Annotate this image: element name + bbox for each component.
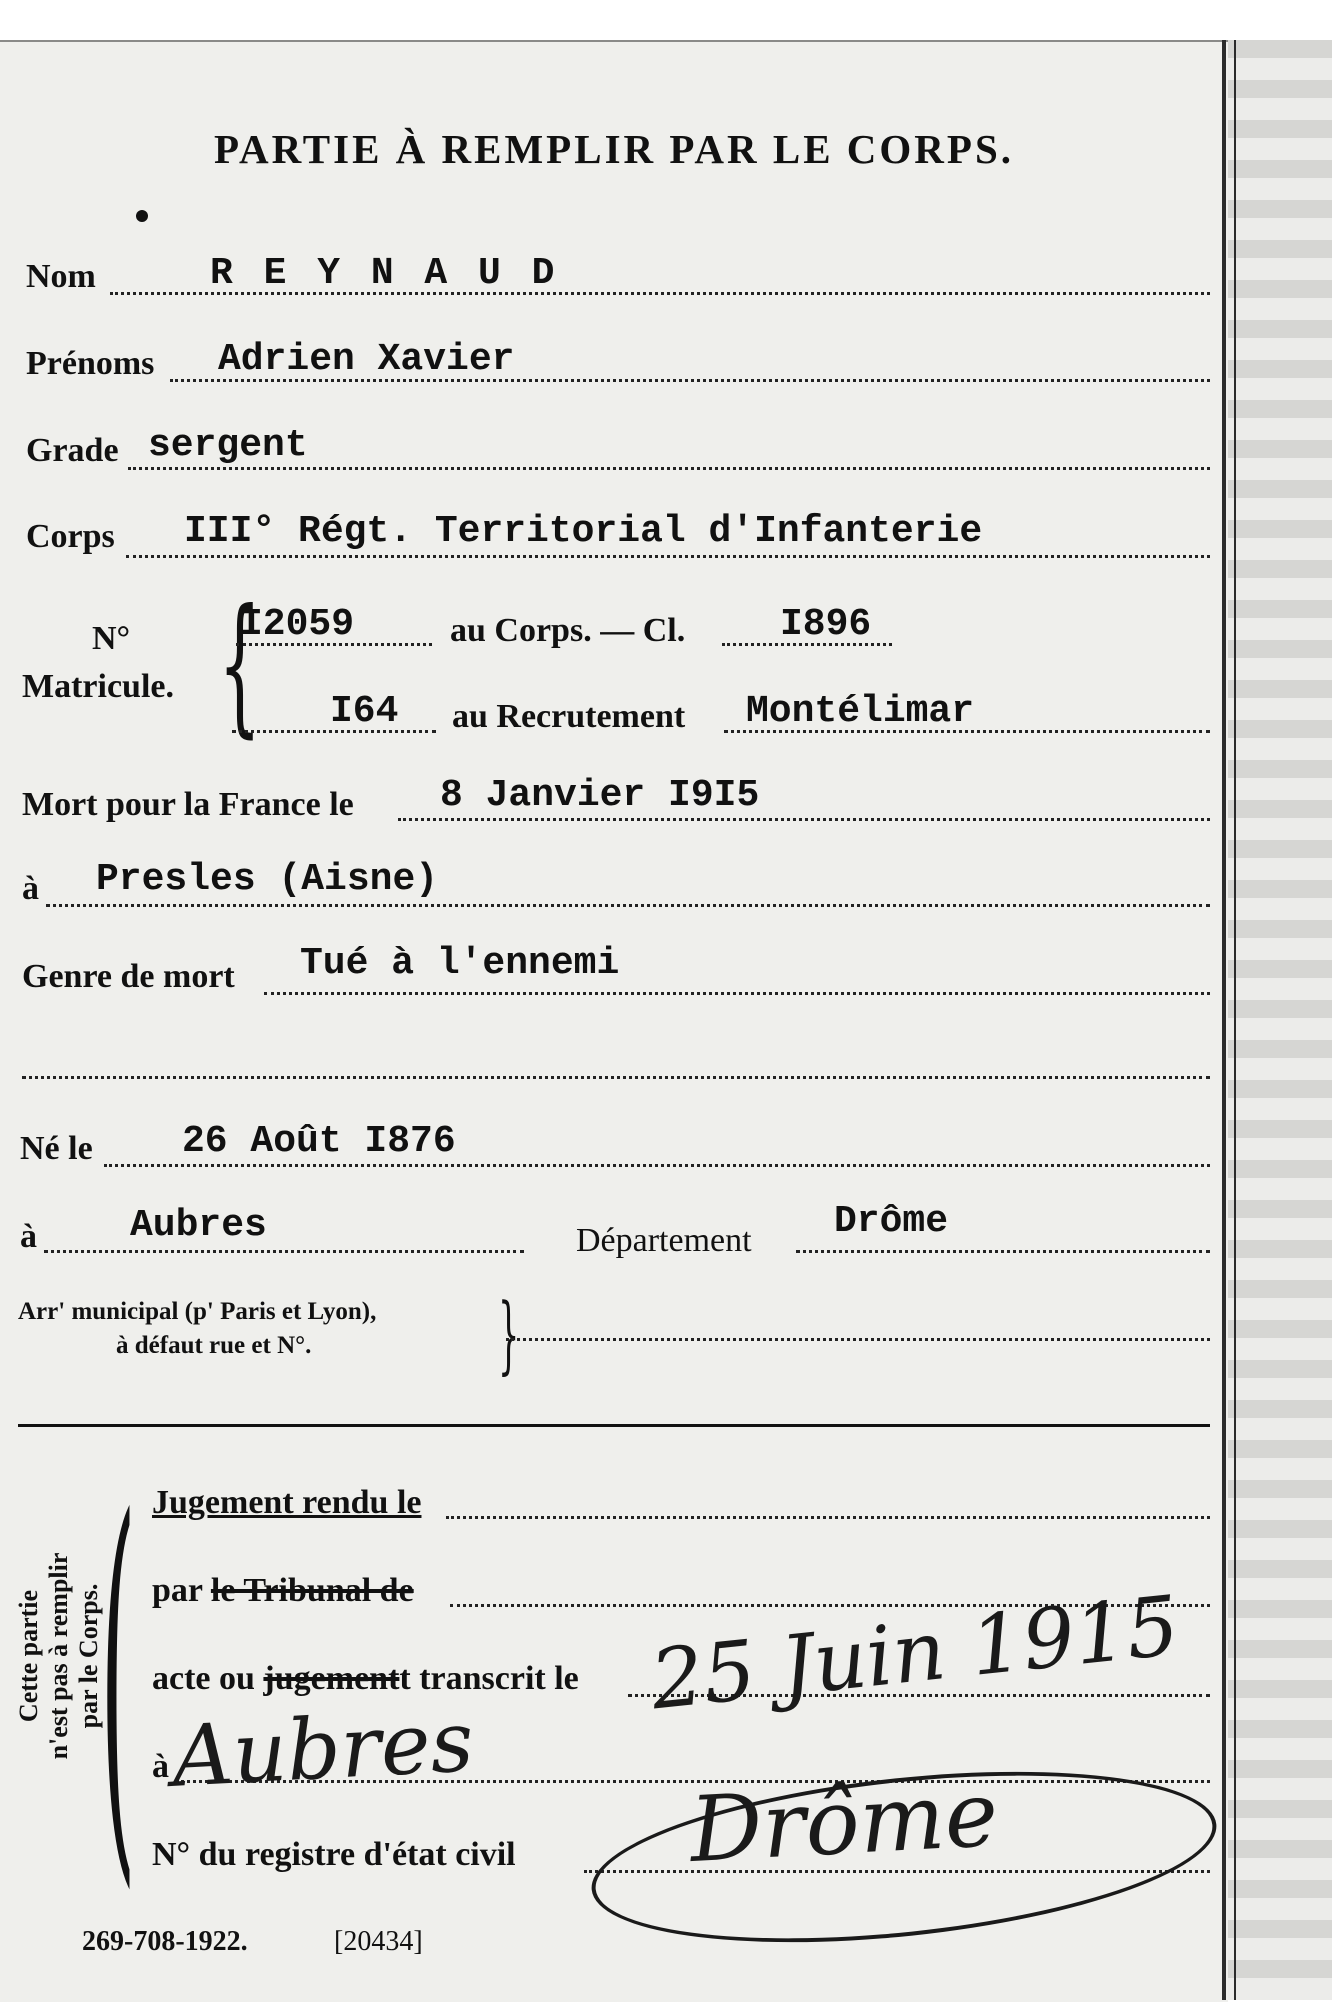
departement-value: Drôme [834, 1200, 949, 1243]
tribunal-label: par le Tribunal de [152, 1572, 414, 1609]
corps-label: Corps [26, 518, 115, 555]
corps-value: III° Régt. Territorial d'Infanterie [184, 510, 983, 553]
mort-date-value: 8 Janvier I9I5 [440, 774, 760, 817]
genre-line-2 [22, 1076, 1210, 1079]
matricule-label: Matricule. [22, 668, 174, 705]
arr-label-line1: Arr' municipal (p' Paris et Lyon), [18, 1298, 377, 1325]
arr-line [506, 1338, 1210, 1341]
mort-lieu-label: à [22, 870, 39, 907]
departement-label: Département [576, 1222, 752, 1259]
card-edge-shadow [1228, 40, 1332, 2000]
ne-label: Né le [20, 1130, 93, 1167]
registre-label: N° du registre d'état civil [152, 1836, 516, 1873]
au-corps-label: au Corps. — Cl. [450, 612, 686, 649]
nom-value: R E Y N A U D [210, 252, 559, 295]
au-recrutement-label: au Recrutement [452, 698, 686, 735]
jugement-line [446, 1516, 1210, 1519]
mort-label: Mort pour la France le [22, 786, 354, 823]
card-border-line [1222, 40, 1226, 2000]
section-separator [18, 1424, 1210, 1427]
ne-date-value: 26 Août I876 [182, 1120, 456, 1163]
transcrit-lieu-label: à [152, 1748, 169, 1785]
classe-value: I896 [780, 603, 872, 646]
matricule-brace: { [218, 578, 262, 752]
grade-label: Grade [26, 432, 119, 469]
side-note: Cette partie n'est pas à remplir par le Corps. [14, 1552, 103, 1760]
lower-brace: ( [100, 1435, 137, 1924]
arr-brace: } [498, 1285, 520, 1383]
arr-label-line2: à défaut rue et N°. [116, 1332, 312, 1359]
print-ref: 269-708-1922. [82, 1926, 248, 1957]
transcrit-lieu-value: Aubres [169, 1692, 476, 1806]
genre-label: Genre de mort [22, 958, 235, 995]
corps-line [126, 555, 1210, 558]
page-title: PARTIE À REMPLIR PAR LE CORPS. [213, 126, 1014, 172]
mort-date-line [398, 818, 1210, 821]
recrutement-place-value: Montélimar [746, 690, 975, 733]
prenoms-value: Adrien Xavier [218, 338, 515, 381]
acte-label: acte ou jugementt transcrit le [152, 1660, 579, 1697]
jugement-label: Jugement rendu le [152, 1484, 422, 1521]
ne-lieu-line [44, 1250, 524, 1253]
ne-date-line [104, 1164, 1210, 1167]
prenoms-label: Prénoms [26, 345, 155, 382]
genre-value: Tué à l'ennemi [300, 942, 620, 985]
registre-value: Drôme [687, 1762, 1001, 1883]
ne-lieu-value: Aubres [130, 1204, 267, 1247]
grade-line [128, 467, 1210, 470]
ink-dot [136, 210, 148, 222]
grade-value: sergent [148, 424, 308, 467]
transcrit-date-value: 25 Juin 1915 [646, 1578, 1184, 1729]
nom-label: Nom [26, 258, 96, 295]
mort-lieu-value: Presles (Aisne) [96, 858, 439, 901]
mort-lieu-line [46, 904, 1210, 907]
matricule-corps-value: I2059 [240, 603, 355, 646]
genre-line [264, 992, 1210, 995]
departement-line [796, 1250, 1210, 1253]
print-code: [20434] [334, 1926, 423, 1957]
recrutement-value: I64 [330, 690, 399, 733]
matricule-no-label: N° [92, 620, 131, 657]
card-border-line-2 [1234, 40, 1236, 2000]
ne-lieu-label: à [20, 1218, 37, 1255]
